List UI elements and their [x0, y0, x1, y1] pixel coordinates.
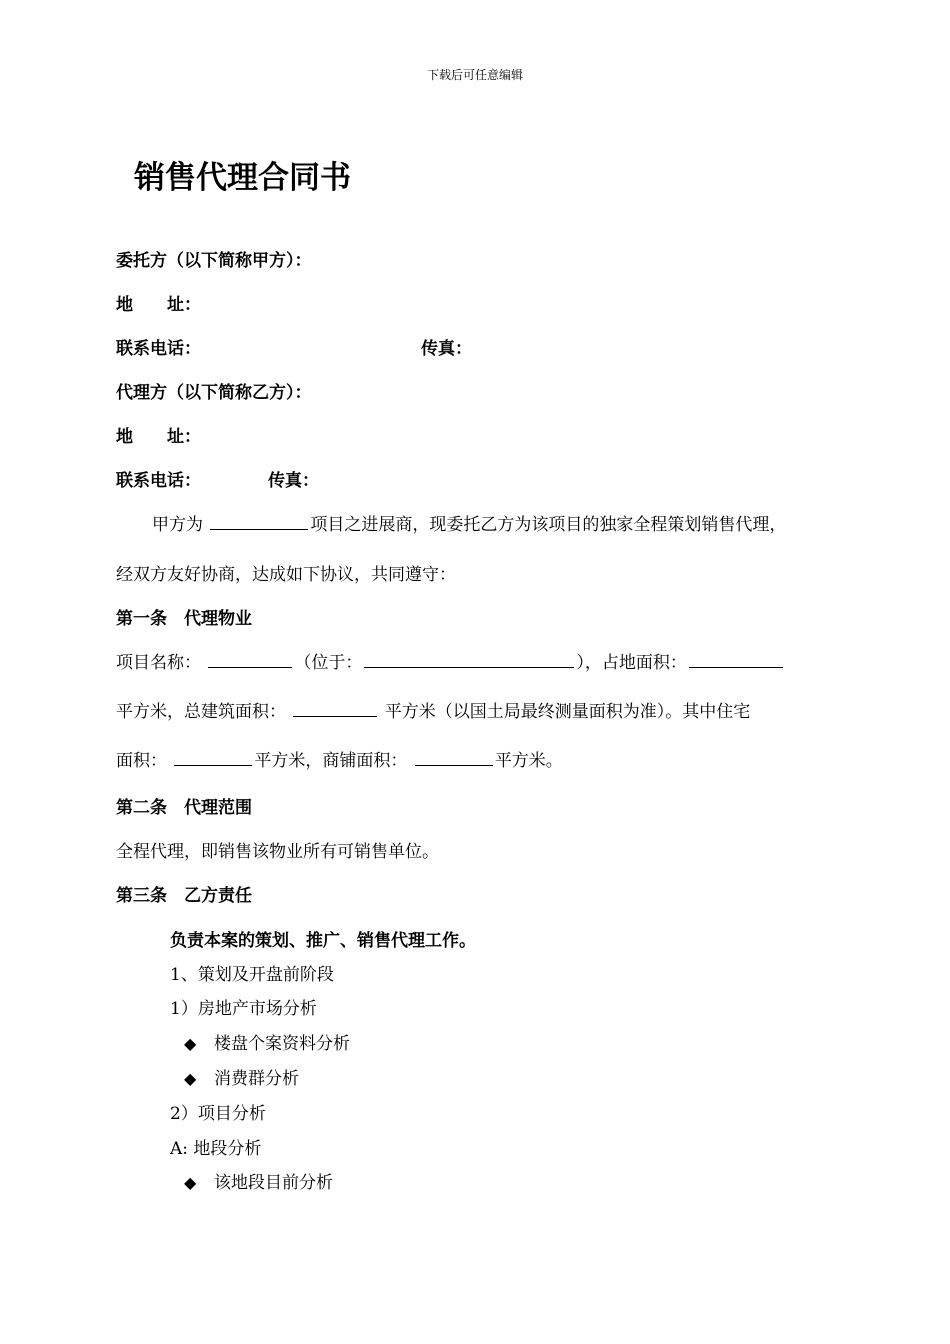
diamond-bullet-icon: ◆: [184, 1034, 197, 1053]
document-title: 销售代理合同书: [134, 160, 351, 196]
diamond-bullet-icon: ◆: [184, 1069, 197, 1088]
project-name-blank[interactable]: [208, 649, 292, 668]
bullet-text-2: 消费群分析: [214, 1069, 299, 1089]
article-1-line-3: [116, 746, 563, 771]
party-b-fax: 传真：: [268, 471, 319, 491]
article-2-heading: 第二条 代理范围: [116, 798, 252, 818]
intro-part-2: 项目之进展商，现委托乙方为该项目的独家全程策划销售代理，: [310, 515, 787, 535]
party-b-phone: 联系电话：: [116, 471, 201, 491]
building-area-blank[interactable]: [293, 698, 377, 717]
intro-line-2: 经双方友好协商，达成如下协议，共同遵守：: [116, 565, 456, 585]
land-area-blank[interactable]: [689, 649, 783, 668]
bullet-text-3: 该地段目前分析: [214, 1173, 333, 1193]
sub-item-1: 1）房地产市场分析: [170, 999, 317, 1019]
stage-1: 1、策划及开盘前阶段: [170, 965, 334, 985]
party-a-address: 地 址：: [116, 295, 201, 315]
location-blank[interactable]: [364, 649, 574, 668]
party-b-address: 地 址：: [116, 427, 201, 447]
party-a-fax: 传真：: [421, 339, 472, 359]
location-label: （位于：: [294, 653, 363, 673]
land-area-label: ），占地面积：: [576, 653, 687, 673]
residential-area-blank[interactable]: [174, 747, 252, 766]
intro-line-1: [152, 510, 786, 535]
page-header-note: 下载后可任意编辑: [426, 68, 523, 82]
building-area-label: 平方米，总建筑面积：: [116, 702, 286, 722]
party-b-label: 代理方（以下简称乙方）：: [116, 383, 312, 403]
shop-area-label: 平方米，商铺面积：: [254, 751, 408, 771]
article-2-text: 全程代理，即销售该物业所有可销售单位。: [116, 842, 439, 862]
intro-part-1: 甲方为: [152, 515, 203, 535]
party-a-label: 委托方（以下简称甲方）：: [116, 251, 312, 271]
bullet-text-1: 楼盘个案资料分析: [214, 1034, 350, 1054]
sub-item-a: A: 地段分析: [170, 1139, 262, 1159]
article-1-line-2: [116, 697, 750, 722]
article-1-heading: 第一条 代理物业: [116, 609, 252, 629]
shop-area-blank[interactable]: [415, 747, 493, 766]
residential-area-label: 面积：: [116, 751, 167, 771]
project-name-label: 项目名称：: [116, 653, 201, 673]
diamond-bullet-icon: ◆: [184, 1173, 197, 1192]
building-area-note: 平方米（以国土局最终测量面积为准）。其中住宅: [384, 702, 751, 722]
bullet-item-1: [184, 1029, 350, 1054]
bullet-item-3: [184, 1168, 333, 1193]
bullet-item-2: [184, 1064, 299, 1089]
shop-area-unit: 平方米。: [494, 751, 563, 771]
project-blank[interactable]: [210, 511, 308, 530]
article-3-lead: 负责本案的策划、推广、销售代理工作。: [170, 931, 476, 951]
article-1-line-1: [116, 648, 785, 673]
party-a-phone: 联系电话：: [116, 339, 201, 359]
sub-item-2: 2）项目分析: [170, 1104, 266, 1124]
article-3-heading: 第三条 乙方责任: [116, 886, 252, 906]
